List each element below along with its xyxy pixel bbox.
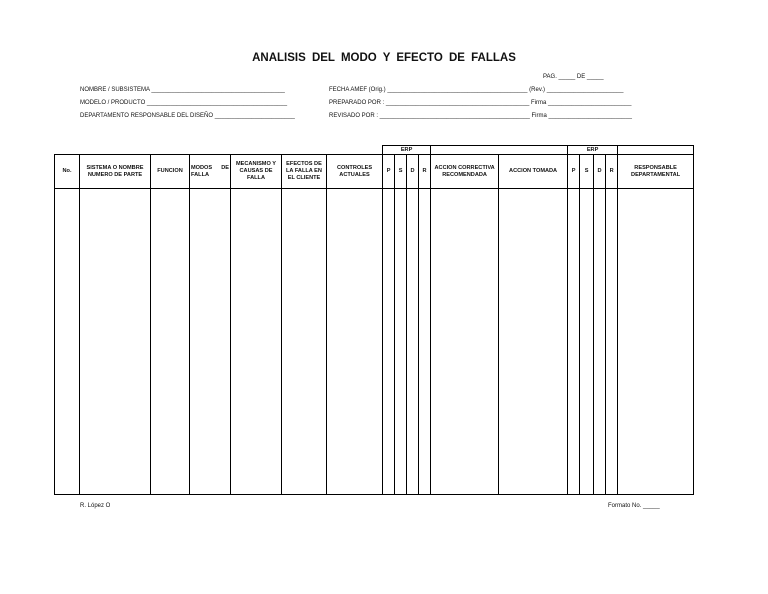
cell-r2[interactable]	[606, 189, 618, 495]
col-s2: S	[580, 155, 594, 189]
erp-group-header: ERP	[383, 146, 431, 155]
cell-s[interactable]	[395, 189, 407, 495]
cell-mecanismo[interactable]	[231, 189, 282, 495]
col-r2: R	[606, 155, 618, 189]
col-s: S	[395, 155, 407, 189]
col-efectos: EFECTOS DE LA FALLA EN EL CLIENTE	[282, 155, 327, 189]
nombre-subsistema-field[interactable]: NOMBRE / SUBSISTEMA ________________________________________	[80, 87, 285, 93]
departamento-field[interactable]: DEPARTAMENTO RESPONSABLE DEL DISEÑO ________________________	[80, 113, 295, 119]
cell-modos[interactable]	[190, 189, 231, 495]
formato-field[interactable]: Formato No. _____	[608, 503, 660, 509]
table-row[interactable]	[55, 189, 694, 495]
col-funcion: FUNCION	[151, 155, 190, 189]
cell-accion-tomada[interactable]	[499, 189, 568, 495]
col-controles: CONTROLES ACTUALES	[327, 155, 383, 189]
col-sistema: SISTEMA O NOMBRE NUMERO DE PARTE	[80, 155, 151, 189]
page-number-field[interactable]: PAG. _____ DE _____	[543, 74, 604, 80]
header-spacer-3	[618, 146, 694, 155]
cell-accion-correctiva[interactable]	[431, 189, 499, 495]
cell-p[interactable]	[383, 189, 395, 495]
cell-d2[interactable]	[594, 189, 606, 495]
col-modos: MODOS DE FALLA	[190, 155, 231, 189]
amef-table	[54, 145, 694, 495]
cell-controles[interactable]	[327, 189, 383, 495]
col-accion-correctiva: ACCION CORRECTIVA RECOMENDADA	[431, 155, 499, 189]
cell-d[interactable]	[407, 189, 419, 495]
cell-funcion[interactable]	[151, 189, 190, 495]
cell-s2[interactable]	[580, 189, 594, 495]
col-d: D	[407, 155, 419, 189]
col-no: No.	[55, 155, 80, 189]
cell-sistema[interactable]	[80, 189, 151, 495]
revisado-por-field[interactable]: REVISADO POR : _____________________________________________ Firma _________________________	[329, 113, 632, 119]
erp-group-header-2: ERP	[568, 146, 618, 155]
page-title: ANALISIS DEL MODO Y EFECTO DE FALLAS	[252, 52, 516, 64]
col-d2: D	[594, 155, 606, 189]
cell-r[interactable]	[419, 189, 431, 495]
cell-efectos[interactable]	[282, 189, 327, 495]
col-p2: P	[568, 155, 580, 189]
modelo-producto-field[interactable]: MODELO / PRODUCTO __________________________________________	[80, 100, 288, 106]
col-r: R	[419, 155, 431, 189]
cell-responsable[interactable]	[618, 189, 694, 495]
author-label: R. López O	[80, 503, 111, 509]
fecha-amef-field[interactable]: FECHA AMEF (Orig.) __________________________________________ (Rev.) _______________________	[329, 87, 624, 93]
col-responsable: RESPONSABLE DEPARTAMENTAL	[618, 155, 694, 189]
header-spacer	[55, 146, 383, 155]
col-mecanismo: MECANISMO Y CAUSAS DE FALLA	[231, 155, 282, 189]
col-p: P	[383, 155, 395, 189]
preparado-por-field[interactable]: PREPARADO POR : ___________________________________________ Firma _________________________	[329, 100, 632, 106]
cell-p2[interactable]	[568, 189, 580, 495]
col-accion-tomada: ACCION TOMADA	[499, 155, 568, 189]
cell-no[interactable]	[55, 189, 80, 495]
header-spacer-2	[431, 146, 568, 155]
